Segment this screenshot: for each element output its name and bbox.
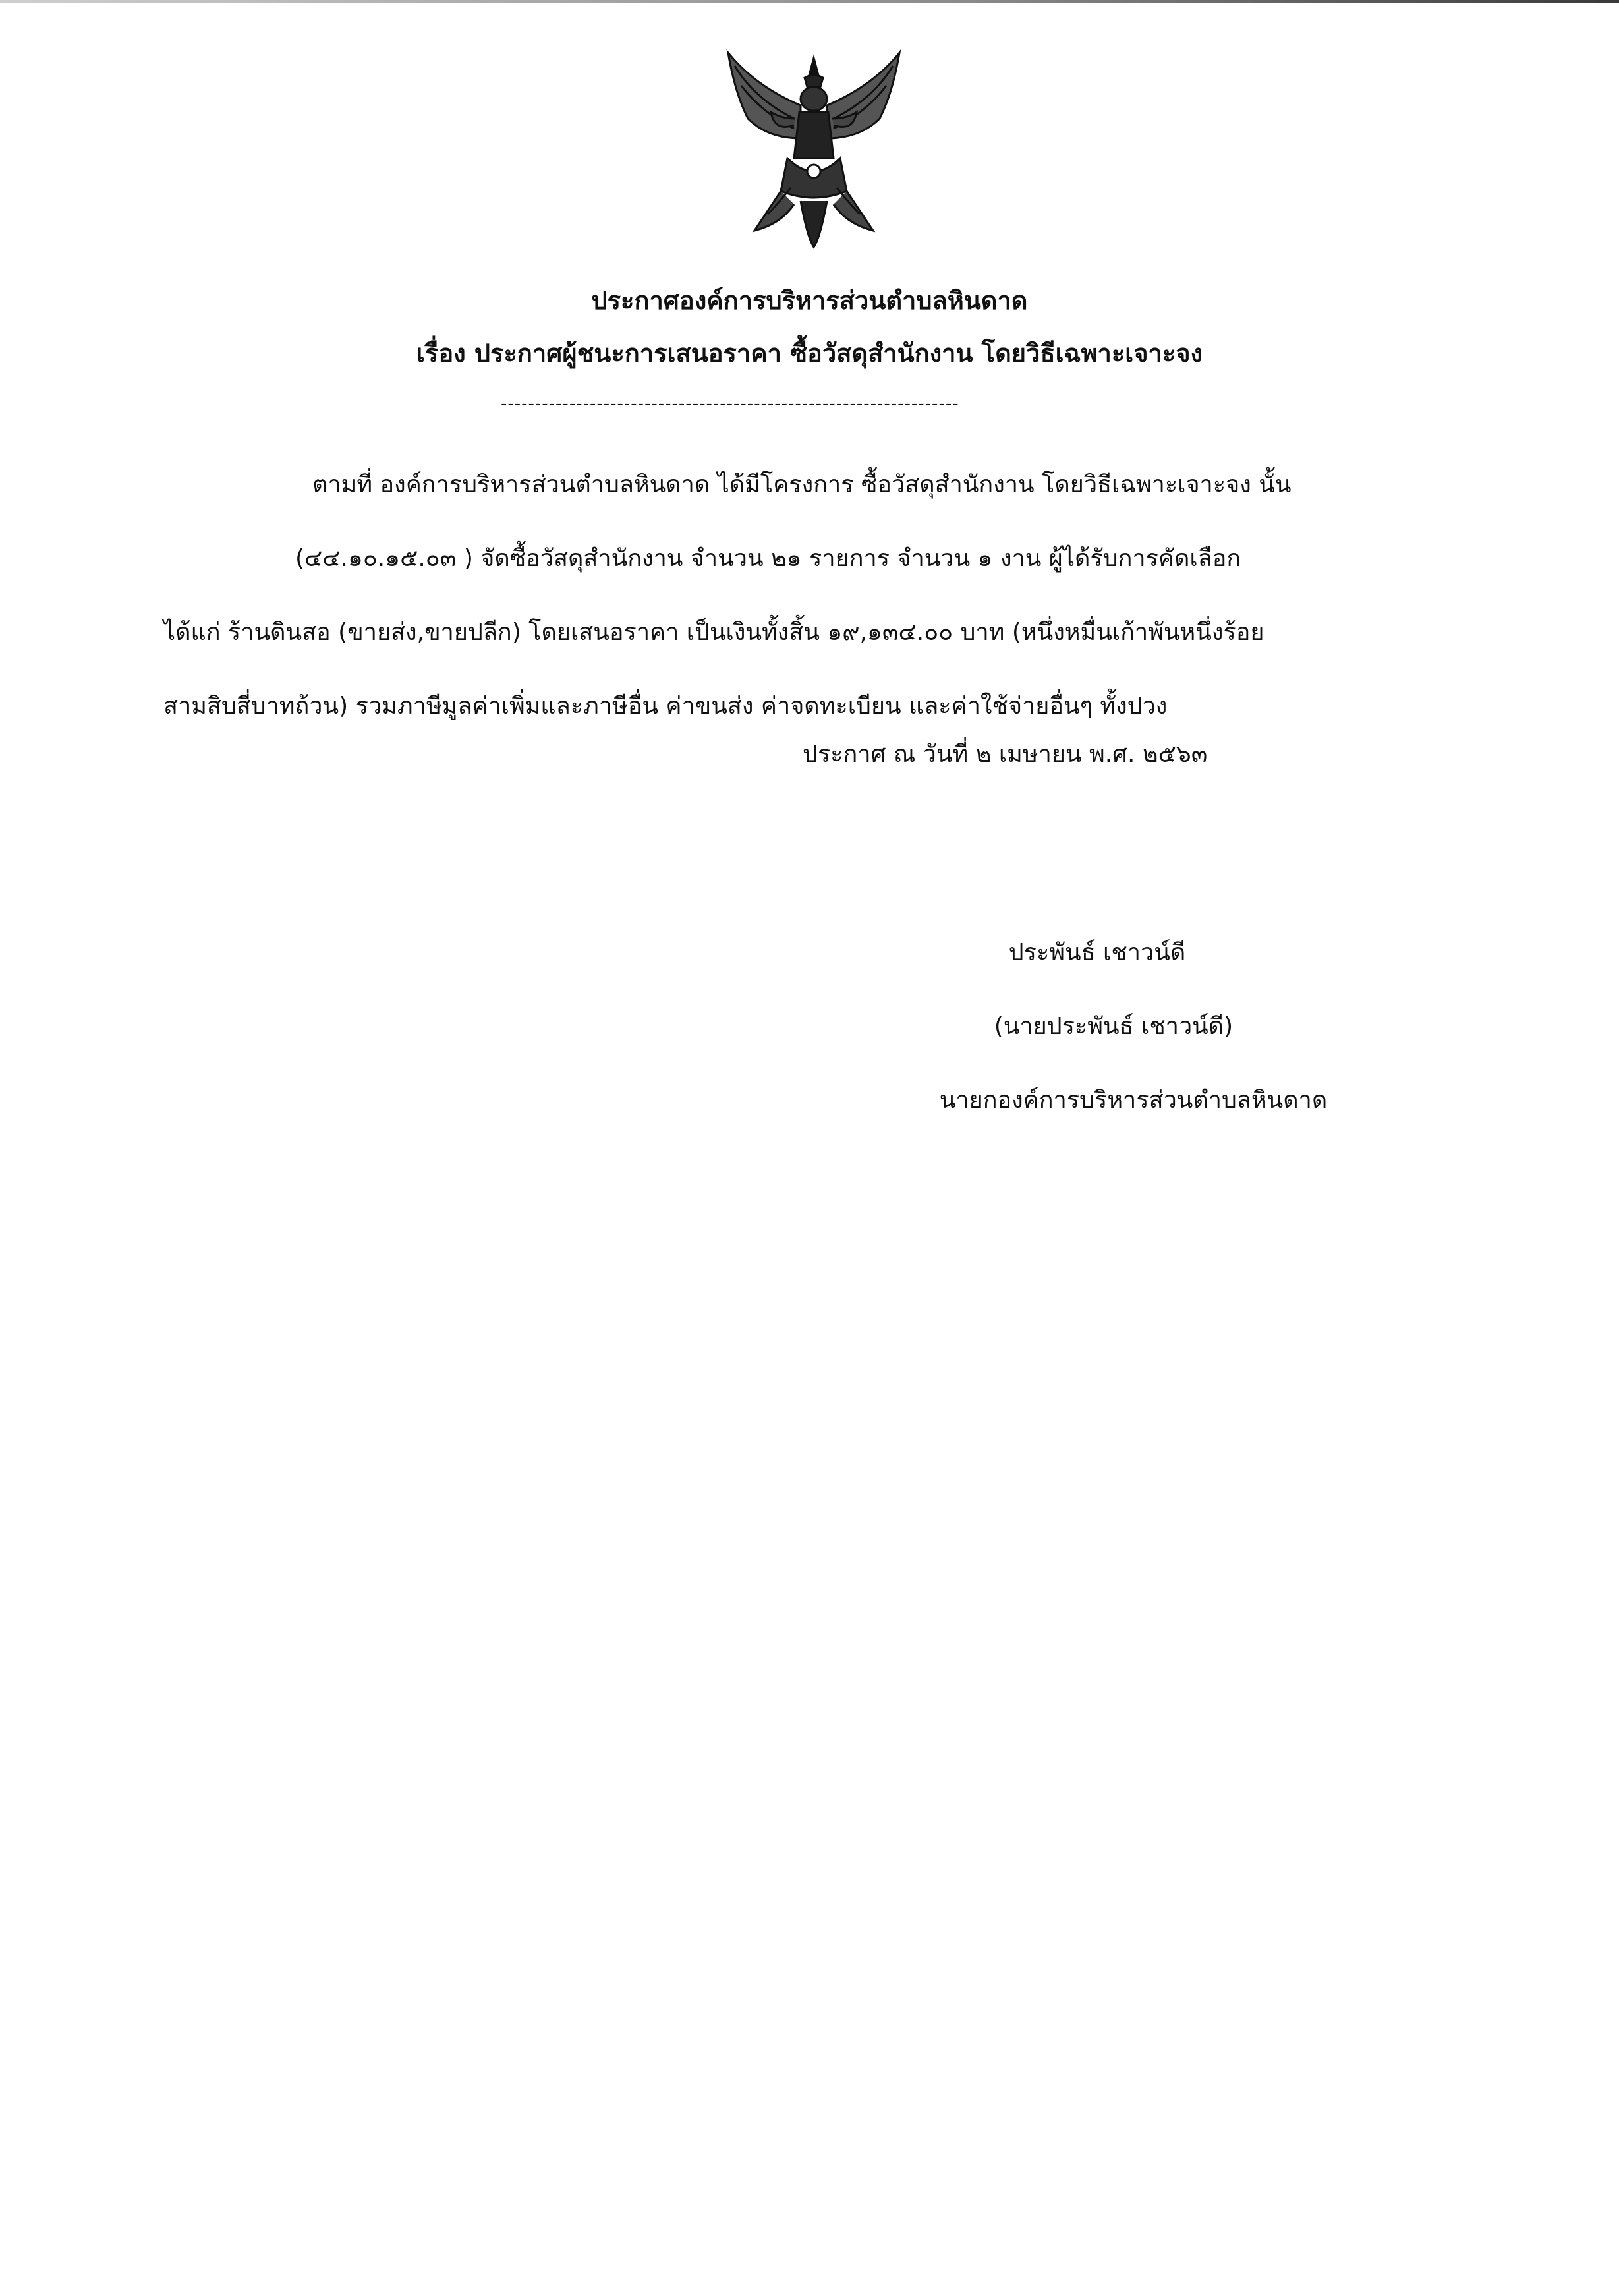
announcement-body [163, 448, 1376, 743]
signer-full-name: (นายประพันธ์ เชาวน์ดี) [994, 1013, 1234, 1040]
signature-block [909, 916, 1357, 1137]
page-top-edge [0, 0, 1619, 3]
garuda-emblem-icon [708, 46, 919, 257]
body-line-3: ได้แก่ ร้านดินสอ (ขายส่ง,ขายปลีก) โดยเสนอราคา เป็นเงินทั้งสิ้น ๑๙,๑๓๔.๐๐ บาท (หนึ่งหมื่นเก้าพันหนึ่งร้อย [163, 619, 1264, 646]
body-line-4: สามสิบสี่บาทถ้วน) รวมภาษีมูลค่าเพิ่มและภาษีอื่น ค่าขนส่ง ค่าจดทะเบียน และค่าใช้จ่ายอื่นๆ ทั้งปวง [163, 693, 1168, 720]
signer-position: นายกองค์การบริหารส่วนตำบลหินดาด [939, 1087, 1328, 1114]
organization-title: ประกาศองค์การบริหารส่วนตำบลหินดาด [591, 286, 1028, 315]
divider-line: ------------------------------------------------------------------- [501, 394, 959, 414]
signer-name: ประพันธ์ เชาวน์ดี [1008, 939, 1186, 966]
announcement-date: ประกาศ ณ วันที่ ๒ เมษายน พ.ศ. ๒๕๖๓ [803, 741, 1208, 768]
announcement-subject: เรื่อง ประกาศผู้ชนะการเสนอราคา ซื้อวัสดุสำนักงาน โดยวิธีเฉพาะเจาะจง [416, 339, 1203, 368]
body-line-1: ตามที่ องค์การบริหารส่วนตำบลหินดาด ได้มีโครงการ ซื้อวัสดุสำนักงาน โดยวิธีเฉพาะเจาะจง นั้น [312, 471, 1292, 498]
body-line-2: (๔๔.๑๐.๑๕.๐๓ ) จัดซื้อวัสดุสำนักงาน จำนวน ๒๑ รายการ จำนวน ๑ งาน ผู้ได้รับการคัดเลือก [295, 545, 1241, 572]
